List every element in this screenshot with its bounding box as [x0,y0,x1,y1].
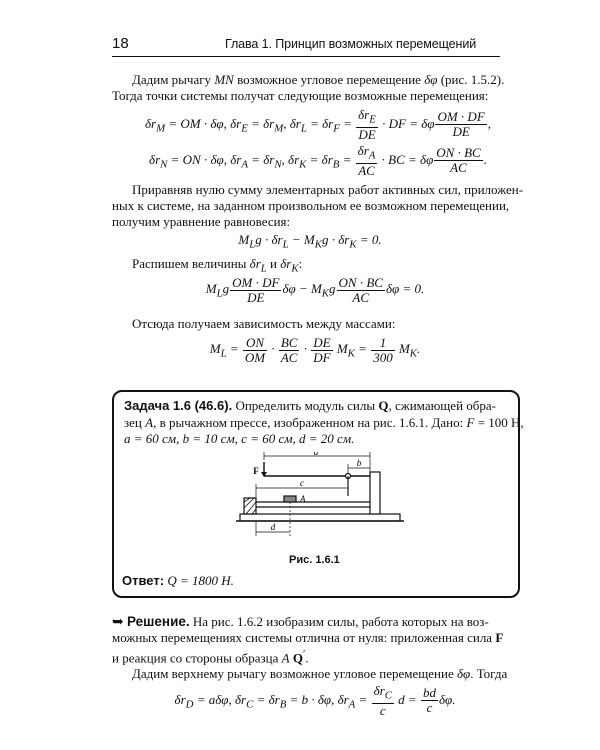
paragraph-mass-relation: Отсюда получаем зависимость между массами: [132,316,396,331]
fraction: $\frac{ON}{OM}$ [244,335,266,365]
equation-mass-ratio: $M_L$ = $\frac{ON}{OM}$ · $\frac{BC}{AC}$ · $\frac{DE}{DF}$ $M_K$ = $\frac{1}{300}$ $M_K$. [209,335,421,365]
paragraph-expand: Распишем величины $\delta r_L$ и $\delta r_K$: [132,256,303,275]
task-answer: Ответ: Q = 1800 Н. [122,573,234,588]
fraction: $\frac{OM \cdot DF}{DE}$ [232,275,280,305]
label-specimen-a: A [300,494,306,504]
fraction: $\frac{ON \cdot BC}{AC}$ [436,145,481,176]
fraction: $\frac{bd}{c}$ [422,685,436,716]
label-b: b [356,458,362,468]
arrow-icon: ➥ [112,614,124,630]
page-number: 18 [112,35,129,52]
page-header [112,35,500,57]
fraction: $\frac{BC}{AC}$ [280,335,298,365]
figure-caption: Рис. 1.6.1 [289,554,340,566]
fraction: $\frac{ON \cdot BC}{AC}$ [338,275,383,305]
lever-press-figure [236,452,406,552]
fraction: $\frac{\delta r_E}{DE}$ [358,107,376,142]
label-a: a [313,452,319,457]
answer-label: Ответ: [122,573,165,588]
fraction: $\frac{\delta r_C}{c}$ [373,683,392,718]
paragraph-solution: ➥ Решение. На рис. 1.6.2 изобразим силы, работа которых на воз- можных перемещениях системы отлична от нуля: приложенная сила F и реакция со стороны образца A Q′. Дадим верхнему рычагу возможное угловое перемещение δφ. Тогда [112,614,508,682]
task-box [112,390,524,598]
fraction: $\frac{DE}{DF}$ [313,335,331,365]
base-plate [240,514,400,521]
fraction: $\frac{1}{300}$ [373,335,393,365]
right-column [370,472,380,514]
specimen-a [284,496,296,502]
label-c: c [300,478,304,488]
solution-label: Решение. [126,614,190,629]
task-statement: Задача 1.6 (46.6). Определить модуль силы Q, сжимающей обра- зец A, в рычажном прессе, изображенном на рис. 1.6.1. Дано: F = 100 Н, a = 60 см, b = 10 см, c = 60 см, d = 20 см. [124,398,524,446]
label-d: d [270,522,276,532]
equation-expanded: $M_Lg$ $\frac{OM \cdot DF}{DE}$ $\delta\varphi - M_Kg$ $\frac{ON \cdot BC}{AC}$ δφ = 0. [205,275,425,305]
label-f: F [253,466,259,476]
task-title: Задача 1.6 (46.6). [124,398,233,413]
equation-displacements-1: $\delta r_M$ = OM · δφ, $\delta r_E = \delta r_M$, $\delta r_L = \delta r_F$ = $\frac{\delta r_E}{DE}$ · DF = δφ $\frac{OM \cdot DF}{DE}$ , [144,107,492,142]
chapter-title: Глава 1. Принцип возможных перемещений [225,37,477,51]
paragraph-work-sum: Приравняв нулю сумму элементарных работ активных сил, приложен- ных к системе, на заданном произвольном ее возможном перемещении, получим уравнение равновесия: [112,182,524,229]
fraction: $\frac{OM \cdot DF}{DE}$ [437,109,485,140]
equation-solution-displacements: $\delta r_D = a\delta\varphi$, $\delta r_C = \delta r_B = b \cdot \delta\varphi$, $\delta r_A$ = $\frac{\delta r_C}{c}$ d = $\frac{bd}{c}$ δφ. [174,683,456,718]
equation-displacements-2: $\delta r_N$ = ON · δφ, $\delta r_A = \delta r_N$, $\delta r_K = \delta r_B$ = $\frac{\delta r_A}{AC}$ · BC = δφ $\frac{ON \cdot BC}{AC}$ . [149,143,487,178]
paragraph-intro: Дадим рычагу MN возможное угловое перемещение δφ (рис. 1.5.2). Тогда точки системы получат следующие возможные перемещения: [112,72,505,103]
equation-equilibrium: $M_Lg \cdot \delta r_L - M_Kg \cdot \delta r_K = 0$. [238,232,382,251]
fraction: $\frac{\delta r_A}{AC}$ [357,143,376,178]
